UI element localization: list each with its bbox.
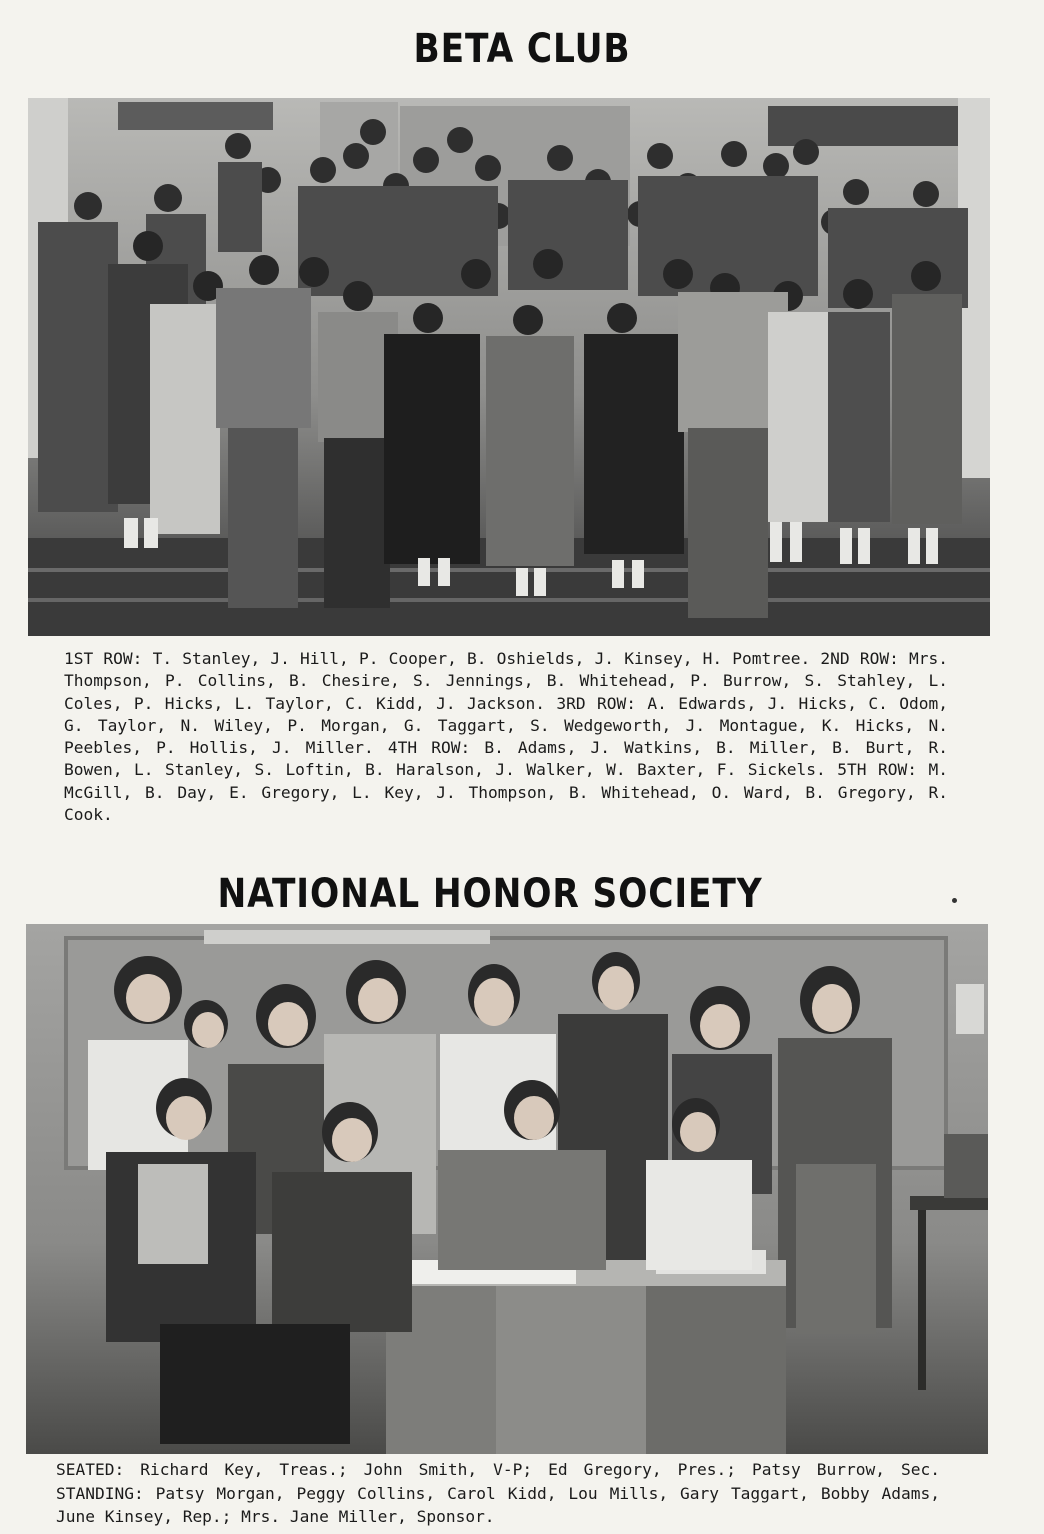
national-honor-society-photo [26,924,988,1454]
beta-club-photo-image [28,98,990,636]
beta-club-title: BETA CLUB [413,26,631,72]
beta-club-caption: 1ST ROW: T. Stanley, J. Hill, P. Cooper, B. Oshields, J. Kinsey, H. Pomtree. 2ND ROW: Mrs. Thompson, P. Collins, B. Chesire, S. Jennings, B. Whitehead, P. Burrow, S. Stahley, L. Coles, P. Hicks, L. Taylor, C. Kidd, J. Jackson. 3RD ROW: A. Edwards, J. Hicks, C. Odom, G. Taylor, N. Wiley, P. Morgan, G. Taggart, S. Wedgeworth, J. Montague, K. Hicks, N. Peebles, P. Hollis, J. Miller. 4TH ROW: B. Adams, J. Watkins, B. Miller, B. Burt, R. Bowen, L. Stanley, S. Loftin, B. Haralson, J. Walker, W. Baxter, F. Sickels. 5TH ROW: M. McGill, B. Day, E. Gregory, L. Key, J. Thompson, B. Whitehead, O. Ward, B. Gregory, R. Cook. [64,649,948,825]
national-honor-society-caption: SEATED: Richard Key, Treas.; John Smith, V-P; Ed Gregory, Pres.; Patsy Burrow, Sec. STANDING: Patsy Morgan, Peggy Collins, Carol Kidd, Lou Mills, Gary Taggart, Bobby Adams, June Kinsey, Rep.; Mrs. Jane Miller, Sponsor. [56,1460,940,1526]
beta-club-photo [28,98,990,636]
national-honor-society-title: NATIONAL HONOR SOCIETY [217,871,763,917]
national-honor-society-photo-image [26,924,988,1454]
print-speck [952,898,957,903]
